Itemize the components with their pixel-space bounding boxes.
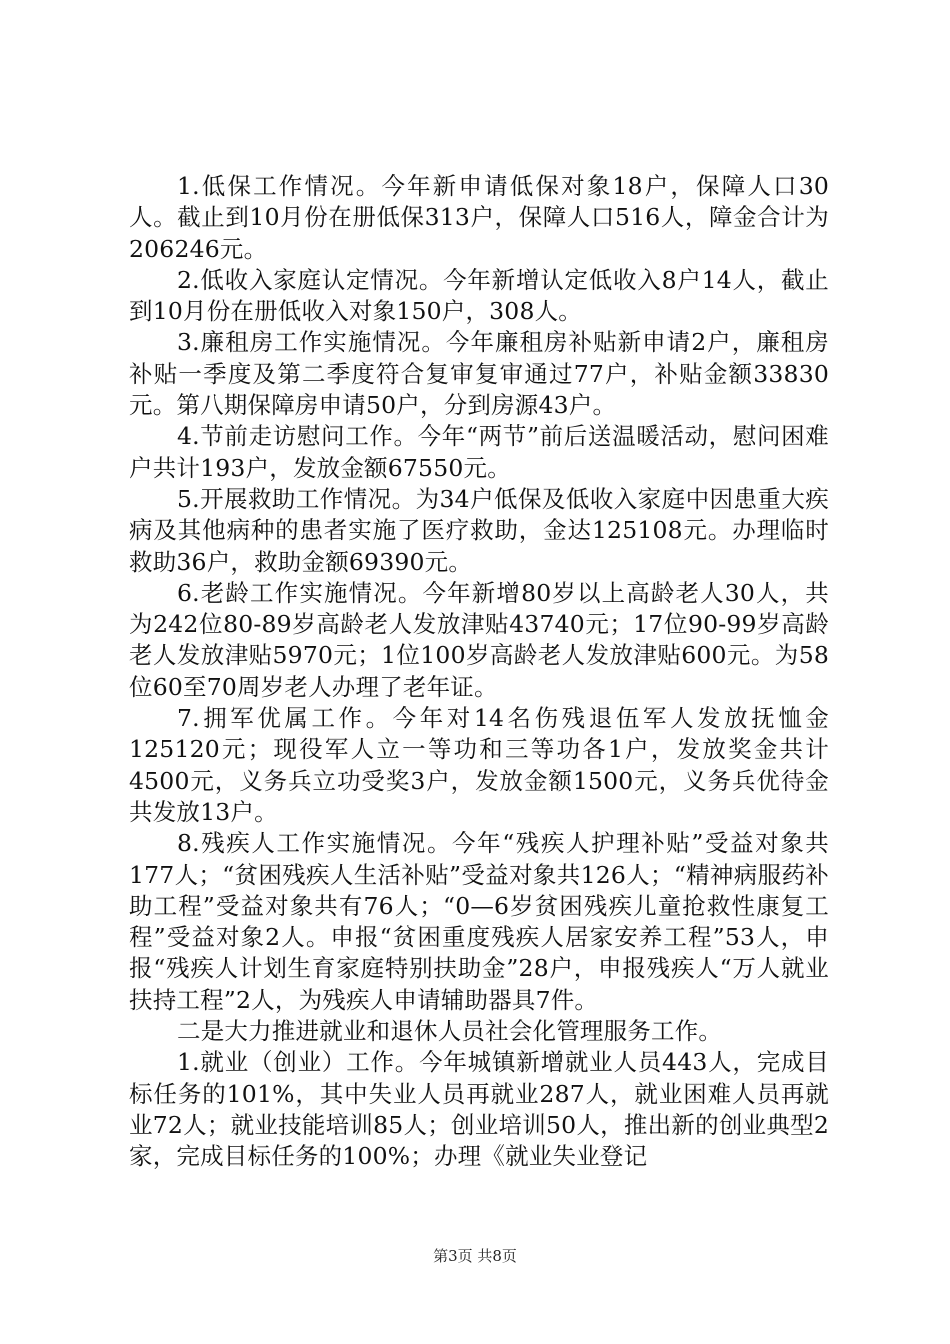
paragraph-5: 5.开展救助工作情况。为34户低保及低收入家庭中因患重大疾病及其他病种的患者实施了医疗救助，金达125108元。办理临时救助36户，救助金额69390元。: [129, 484, 829, 576]
paragraph-4: 4.节前走访慰问工作。今年“两节”前后送温暖活动，慰问困难户共计193户，发放金额67550元。: [129, 422, 829, 482]
page-number-footer: 第3页 共8页: [433, 1247, 517, 1265]
paragraph-6: 6.老龄工作实施情况。今年新增80岁以上高龄老人30人，共为242位80-89岁高龄老人发放津贴43740元；17位90-99岁高龄老人发放津贴5970元；1位100岁高龄老人发放津贴600元。为58位60至70周岁老人办理了老年证。: [129, 578, 829, 701]
document-body: [129, 171, 829, 1173]
paragraph-7: 7.拥军优属工作。今年对14名伤残退伍军人发放抚恤金125120元；现役军人立一等功和三等功各1户，发放奖金共计4500元，义务兵立功受奖3户，发放金额1500元，义务兵优待金共发放13户。: [129, 704, 829, 826]
paragraph-10: 1.就业（创业）工作。今年城镇新增就业人员443人，完成目标任务的101%，其中失业人员再就业287人，就业困难人员再就业72人；就业技能培训85人；创业培训50人，推出新的创业典型2家，完成目标任务的100%；办理《就业失业登记: [129, 1048, 829, 1171]
paragraph-9: 二是大力推进就业和退休人员社会化管理服务工作。: [177, 1017, 723, 1046]
paragraph-3: 3.廉租房工作实施情况。今年廉租房补贴新申请2户，廉租房补贴一季度及第二季度符合复审复审通过77户，补贴金额33830元。第八期保障房申请50户，分到房源43户。: [129, 328, 829, 420]
paragraph-2: 2.低收入家庭认定情况。今年新增认定低收入8户14人，截止到10月份在册低收入对象150户，308人。: [129, 265, 829, 326]
paragraph-8: 8.残疾人工作实施情况。今年“残疾人护理补贴”受益对象共177人；“贫困残疾人生活补贴”受益对象共126人；“精神病服药补助工程”受益对象共有76人；“0—6岁贫困残疾儿童抢救性康复工程”受益对象2人。申报“贫困重度残疾人居家安养工程”53人，申报“残疾人计划生育家庭特别扶助金”28户，申报残疾人“万人就业扶持工程”2人，为残疾人申请辅助器具7件。: [129, 829, 829, 1014]
paragraph-1: 1.低保工作情况。今年新申请低保对象18户，保障人口30人。截止到10月份在册低保313户，保障人口516人，障金合计为206246元。: [129, 172, 829, 263]
